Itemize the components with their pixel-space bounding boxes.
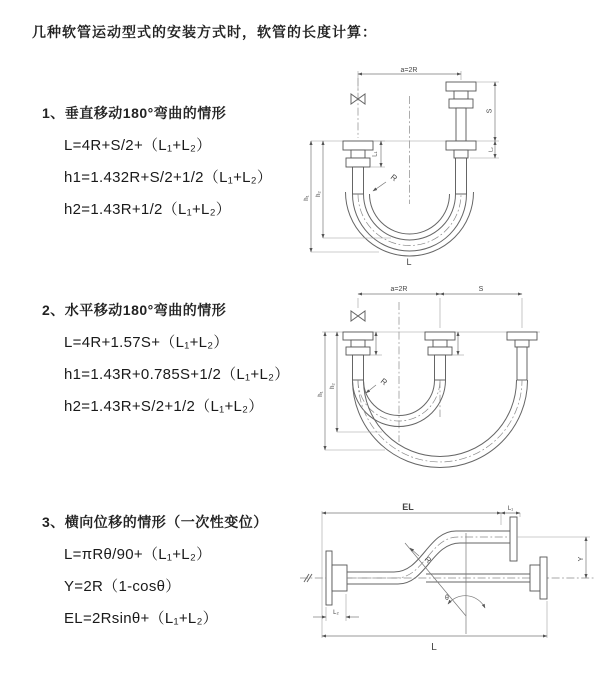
formula-l: L=4R+S/2+（L₁+L₂）: [64, 137, 212, 154]
braid-section: [456, 158, 467, 194]
braid-section: [353, 167, 364, 194]
right-flange: [540, 557, 547, 599]
right-fitting-positions: [446, 82, 476, 194]
dim-label-r: R: [378, 376, 389, 388]
dim-label-a2r: a=2R: [400, 67, 418, 74]
top-right-flange: [510, 517, 517, 561]
braid-section: [353, 355, 364, 380]
diagram-vertical-180-bend: [303, 66, 593, 268]
dim-l1: [501, 506, 520, 517]
dim-s: [440, 286, 522, 294]
dim-y: [517, 537, 590, 578]
dim-label-s: S: [486, 108, 494, 114]
dim-label-h1: h₁: [304, 195, 310, 201]
dim-label-el: EL: [402, 503, 414, 512]
formula-h1: h1=1.43R+0.785S+1/2（L₁+L₂）: [64, 366, 290, 383]
radius-callout: [373, 172, 399, 191]
dim-label-theta: θ: [445, 595, 449, 602]
dim-label-l-total: L: [406, 257, 412, 267]
dim-label-l1: L₁: [372, 151, 379, 157]
page-title: 几种软管运动型式的安装方式时，软管的长度计算：: [32, 24, 377, 40]
left-fitting: [343, 332, 373, 380]
formula-h1: h1=1.432R+S/2+1/2（L₁+L₂）: [64, 169, 273, 186]
formula-l: L=πRθ/90+（L₁+L₂）: [64, 546, 212, 563]
middle-fitting: [425, 332, 455, 380]
dim-label-l: L: [431, 642, 437, 653]
dim-label-s: S: [478, 286, 484, 293]
radius-callout: [366, 376, 389, 393]
dim-label-l2: L₂: [333, 610, 339, 616]
centerlines: [399, 302, 440, 442]
section-horizontal-bend: [42, 300, 290, 416]
dim-label-a2r: a=2R: [390, 286, 408, 293]
dim-a-2r: [358, 286, 522, 328]
right-fitting: [507, 332, 537, 380]
formula-l: L=4R+1.57S+（L₁+L₂）: [64, 334, 229, 351]
section-vertical-bend: [42, 103, 272, 219]
dim-label-r: R: [388, 172, 399, 184]
formula-h2: h2=1.43R+S/2+1/2（L₁+L₂）: [64, 398, 264, 415]
section-3-heading: 3、横向位移的情形（一次性变位）: [42, 514, 268, 530]
diagram-lateral-displacement: [298, 503, 598, 663]
dim-label-h2: h₂: [316, 191, 322, 197]
dim-el: [322, 503, 501, 638]
section-lateral-displacement: [42, 512, 268, 628]
dim-label-l1: L₁: [507, 506, 514, 512]
dim-label-y: Y: [578, 556, 585, 562]
valve-icon: [351, 311, 365, 321]
braid-section: [435, 355, 446, 380]
section-1-heading: 1、垂直移动180°弯曲的情形: [42, 105, 227, 121]
formula-y: Y=2R（1-cosθ）: [64, 578, 181, 595]
dim-l-total: [322, 601, 547, 653]
dim-l2: [313, 594, 359, 621]
hose-u-bends: [353, 380, 528, 468]
dim-label-h2: h₂: [330, 383, 336, 389]
dim-label-h1: h₁: [318, 391, 324, 397]
dim-a-2r: [358, 67, 461, 91]
dim-label-r: R: [422, 554, 433, 566]
dim-label-l2: L₂: [488, 147, 495, 152]
formula-h2: h2=1.43R+1/2（L₁+L₂）: [64, 201, 232, 218]
diagram-horizontal-180-bend: [300, 282, 595, 472]
formula-el: EL=2Rsinθ+（L₁+L₂）: [64, 610, 218, 627]
left-fitting: [343, 141, 373, 194]
section-2-heading: 2、水平移动180°弯曲的情形: [42, 302, 227, 318]
left-flange: [326, 551, 347, 605]
